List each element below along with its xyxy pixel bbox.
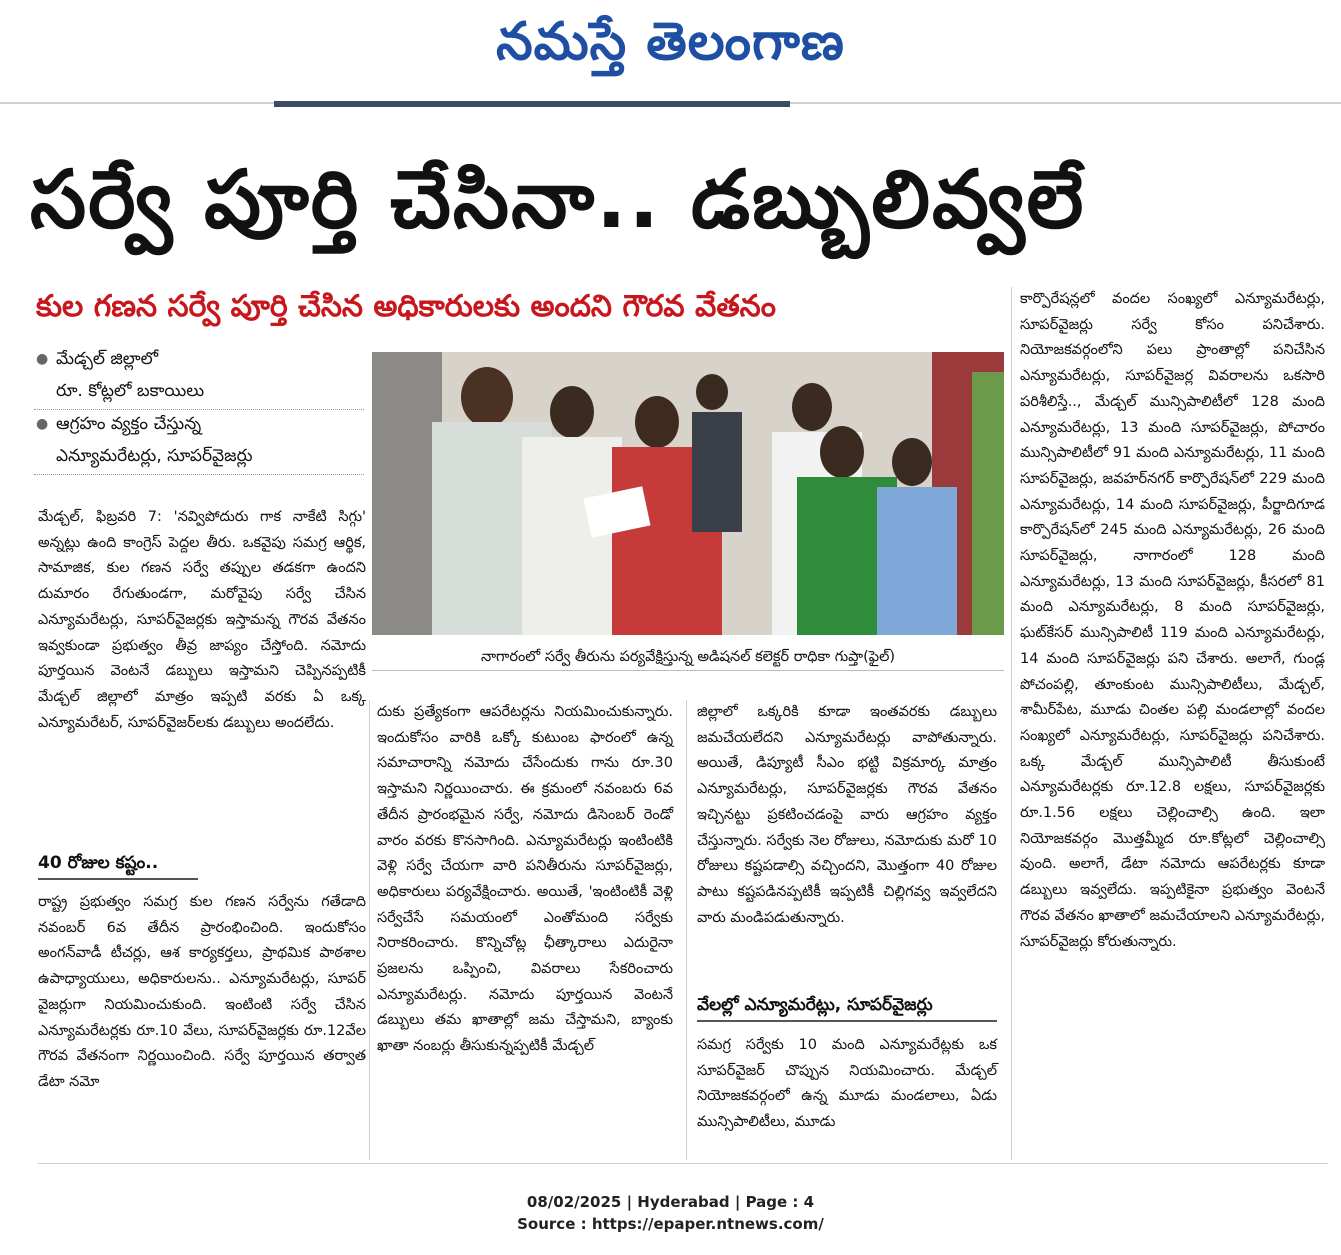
photo-caption: నాగారంలో సర్వే తీరును పర్యవేక్షిస్తున్న అడిషనల్ కలెక్టర్ రాధికా గుప్తా(ఫైల్) (372, 644, 1004, 671)
article-column-3 (697, 700, 997, 931)
paragraph: జిల్లాలో ఒక్కరికి కూడా ఇంతవరకు డబ్బులు జమచేయలేదని ఎన్యూమరేటర్లు వాపోతున్నారు. అయితే, డిప్యూటీ సీఎం భట్టి విక్రమార్క మాత్రం ఎన్యూమరేటర్లు, సూపర్‌వైజర్లకు గౌరవ వేతనం ఇచ్చినట్టు ప్రకటించడంపై వారు ఆగ్రహం వ్యక్తం చేస్తున్నారు. సర్వేకు నెల రోజులు, నమోదుకు మరో 10 రోజులు కష్టపడాల్సి వచ్చిందని, మొత్తంగా 40 రోజుల పాటు కష్టపడినప్పటికీ ఇప్పటికీ చిల్లిగవ్వ ఇవ్వలేదని వారు మండిపడుతున్నారు. (697, 704, 997, 926)
article-column-2 (377, 700, 673, 1060)
footer-date-line: 08/02/2025 | Hyderabad | Page : 4 (526, 1193, 815, 1211)
subhead: కుల గణన సర్వే పూర్తి చేసిన అధికారులకు అందని గౌరవ వేతనం (36, 289, 776, 324)
footer-source-link[interactable]: Source : https://epaper.ntnews.com/ (517, 1215, 824, 1233)
article-column-4 (1020, 287, 1325, 955)
masthead (0, 0, 1341, 95)
bullet-1-line-1: ● మేడ్చల్ జిల్లాలో (34, 345, 364, 377)
article-column-1-top (38, 505, 366, 736)
news-photo (372, 352, 1004, 635)
headline: సర్వే పూర్తి చేసినా.. డబ్బులివ్వలే (30, 153, 1086, 246)
masthead-accent-rule (274, 101, 790, 107)
paragraph: రాష్ట్ర ప్రభుత్వం సమగ్ర కుల గణన సర్వేను గతేడాది నవంబర్ 6వ తేదీన ప్రారంభించింది. ఇందుకోసం అంగన్‌వాడీ టీచర్లు, ఆశ కార్యకర్తలు, ప్రాథమిక పాఠశాల ఉపాధ్యాయులు, అధికారులను.. ఎన్యూమరేటర్లు, సూపర్ వైజర్లుగా నియమించుకుంది. ఇంటింటి సర్వే చేసిన ఎన్యూమరేటర్లకు రూ.10 వేలు, సూపర్‌వైజర్లకు రూ.12వేల గౌరవ వేతనంగా నిర్ణయించింది. సర్వే పూర్తయిన తర్వాత డేటా నమో (38, 894, 366, 1090)
column-divider (369, 700, 370, 1160)
subsection-heading-1: 40 రోజుల కష్టం.. (38, 848, 198, 880)
bullet-1-line-2: రూ. కోట్లలో బకాయిలు (34, 377, 364, 410)
bullet-2-line-2: ఎన్యూమరేటర్లు, సూపర్‌వైజర్లు (34, 442, 364, 475)
article-column-1-bottom (38, 890, 366, 1096)
column-divider (686, 700, 687, 1160)
paragraph: సమగ్ర సర్వేకు 10 మంది ఎన్యూమరేట్లకు ఒక సూపర్‌వైజర్ చొప్పున నియమించారు. మేడ్చల్ నియోజకవర్గంలో ఉన్న మూడు మండలాలు, ఏడు మున్సిపాలిటీలు, మూడు (697, 1037, 997, 1131)
column-divider (1011, 287, 1012, 1160)
page-bottom-rule (38, 1163, 1328, 1164)
subsection-heading-2: వేలల్లో ఎన్యూమరేట్లు, సూపర్‌వైజర్లు (697, 990, 997, 1022)
paragraph: మేడ్చల్, ఫిబ్రవరి 7: 'నవ్విపోదురు గాక నాకేటి సిగ్గు' అన్నట్లు ఉంది కాంగ్రెస్ పెద్దల తీరు. ఒకవైపు సమగ్ర ఆర్థిక, సామాజిక, కుల గణన సర్వే తప్పుల తడకగా ఉందని దుమారం రేగుతుండగా, మరోవైపు సర్వే చేసిన ఎన్యూమరేటర్లు, సూపర్‌వైజర్లకు ఇస్తామన్న గౌరవ వేతనం ఇవ్వకుండా ప్రభుత్వం తీవ్ర జాప్యం చేస్తోంది. నమోదు పూర్తయిన వెంటనే డబ్బులు ఇస్తామని చెప్పినప్పటికీ మేడ్చల్ జిల్లాలో మాత్రం ఇప్పటి వరకు ఏ ఒక్క ఎన్యూమరేటర్, సూపర్‌వైజర్‌లకు డబ్బులు అందలేదు. (38, 509, 366, 731)
bullet-2-line-1: ● ఆగ్రహం వ్యక్తం చేస్తున్న (34, 410, 364, 442)
paragraph: దుకు ప్రత్యేకంగా ఆపరేటర్లను నియమించుకున్నారు. ఇందుకోసం వారికి ఒక్కో కుటుంబ ఫారంలో ఉన్న సమాచారాన్ని నమోదు చేసేందుకు గాను రూ.30 ఇస్తామని నిర్ణయించారు. ఈ క్రమంలో నవంబరు 6వ తేదీన ప్రారంభమైన సర్వే, నమోదు డిసెంబర్ రెండో వారం వరకు కొనసాగింది. ఎన్యూమరేటర్లు ఇంటింటికి వెళ్లి సర్వే చేయగా వారి పనితీరును సూపర్‌వైజర్లు, అధికారులు పర్యవేక్షించారు. అయితే, 'ఇంటింటికీ వెళ్లి సర్వేచేసే సమయంలో ఎంతోమంది సర్వేకు నిరాకరించారు. కొన్నిచోట్ల ఛీత్కారాలు ఎదురైనా ప్రజలను ఒప్పించి, వివరాలు సేకరించారు ఎన్యూమరేటర్లు. నమోదు పూర్తయిన వెంటనే డబ్బులు తమ ఖాతాల్లో జమ చేస్తామని, బ్యాంకు ఖాతా నంబర్లు తీసుకున్నప్పటికీ మేడ్చల్ (377, 704, 673, 1055)
paragraph: కార్పొరేషన్లలో వందల సంఖ్యలో ఎన్యూమరేటర్లు, సూపర్‌వైజర్లు సర్వే కోసం పనిచేశారు. నియోజకవర్గంలోని పలు ప్రాంతాల్లో పనిచేసిన ఎన్యూమరేటర్లు, సూపర్‌వైజర్ల వివరాలను ఒకసారి పరిశీలిస్తే.., మేడ్చల్ మున్సిపాలిటీలో 128 మంది ఎన్యూమరేటర్లు, 13 మంది సూపర్‌వైజర్లు, పోచారం మున్సిపాలిటీలో 91 మంది ఎన్యూమరేటర్లు, 11 మంది సూపర్‌వైజర్లు, జవహర్‌నగర్ కార్పొరేషన్‌లో 229 మంది ఎన్యూమరేటర్లు, 14 మంది సూపర్‌వైజర్లు, పీర్జాదిగూడ కార్పొరేషన్‌లో 245 మంది ఎన్యూమరేటర్లు, 26 మంది సూపర్‌వైజర్లు, నాగారంలో 128 మంది ఎన్యూమరేటర్లు, 13 మంది సూపర్‌వైజర్లు, కీసరలో 81 మంది ఎన్యూమరేటర్లు, 8 మంది సూపర్‌వైజర్లు, ఘట్‌కేసర్ మున్సిపాలిటీ 119 మంది ఎన్యూమరేటర్లు, 14 మంది సూపర్‌వైజర్లు పని చేశారు. అలాగే, గుండ్ల పోచంపల్లి, తూంకుంట మున్సిపాలిటీలు, మేడ్చల్, శామీర్‌పేట, మూడు చింతల పల్లి మండలాల్లో వందల సంఖ్యలో ఎన్యూమరేటర్లు, సూపర్‌వైజర్లు పనిచేశారు. ఒక్క మేడ్చల్ మున్సిపాలిటీ తీసుకుంటే ఎన్యూమరేటర్లకు రూ.12.8 లక్షలు, సూపర్‌వైజర్లకు రూ.1.56 లక్షలు చెల్లించాల్సి ఉంది. ఇలా నియోజకవర్గం మొత్తమ్మీద రూ.కోట్లలో చెల్లించాల్సి వుంది. అలాగే, డేటా నమోదు ఆపరేటర్లకు కూడా డబ్బులు ఇవ్వలేదు. ఇప్పటికైనా ప్రభుత్వం వెంటనే గౌరవ వేతనం ఖాతాలో జమచేయాలని ఎన్యూమరేటర్లు, సూపర్‌వైజర్లు కోరుతున్నారు. (1020, 291, 1325, 950)
masthead-title: నమస్తే తెలంగాణ (496, 10, 845, 72)
article-column-3-bottom (697, 1033, 997, 1136)
photo-illustration (372, 352, 1004, 635)
bullet-list (34, 345, 364, 475)
